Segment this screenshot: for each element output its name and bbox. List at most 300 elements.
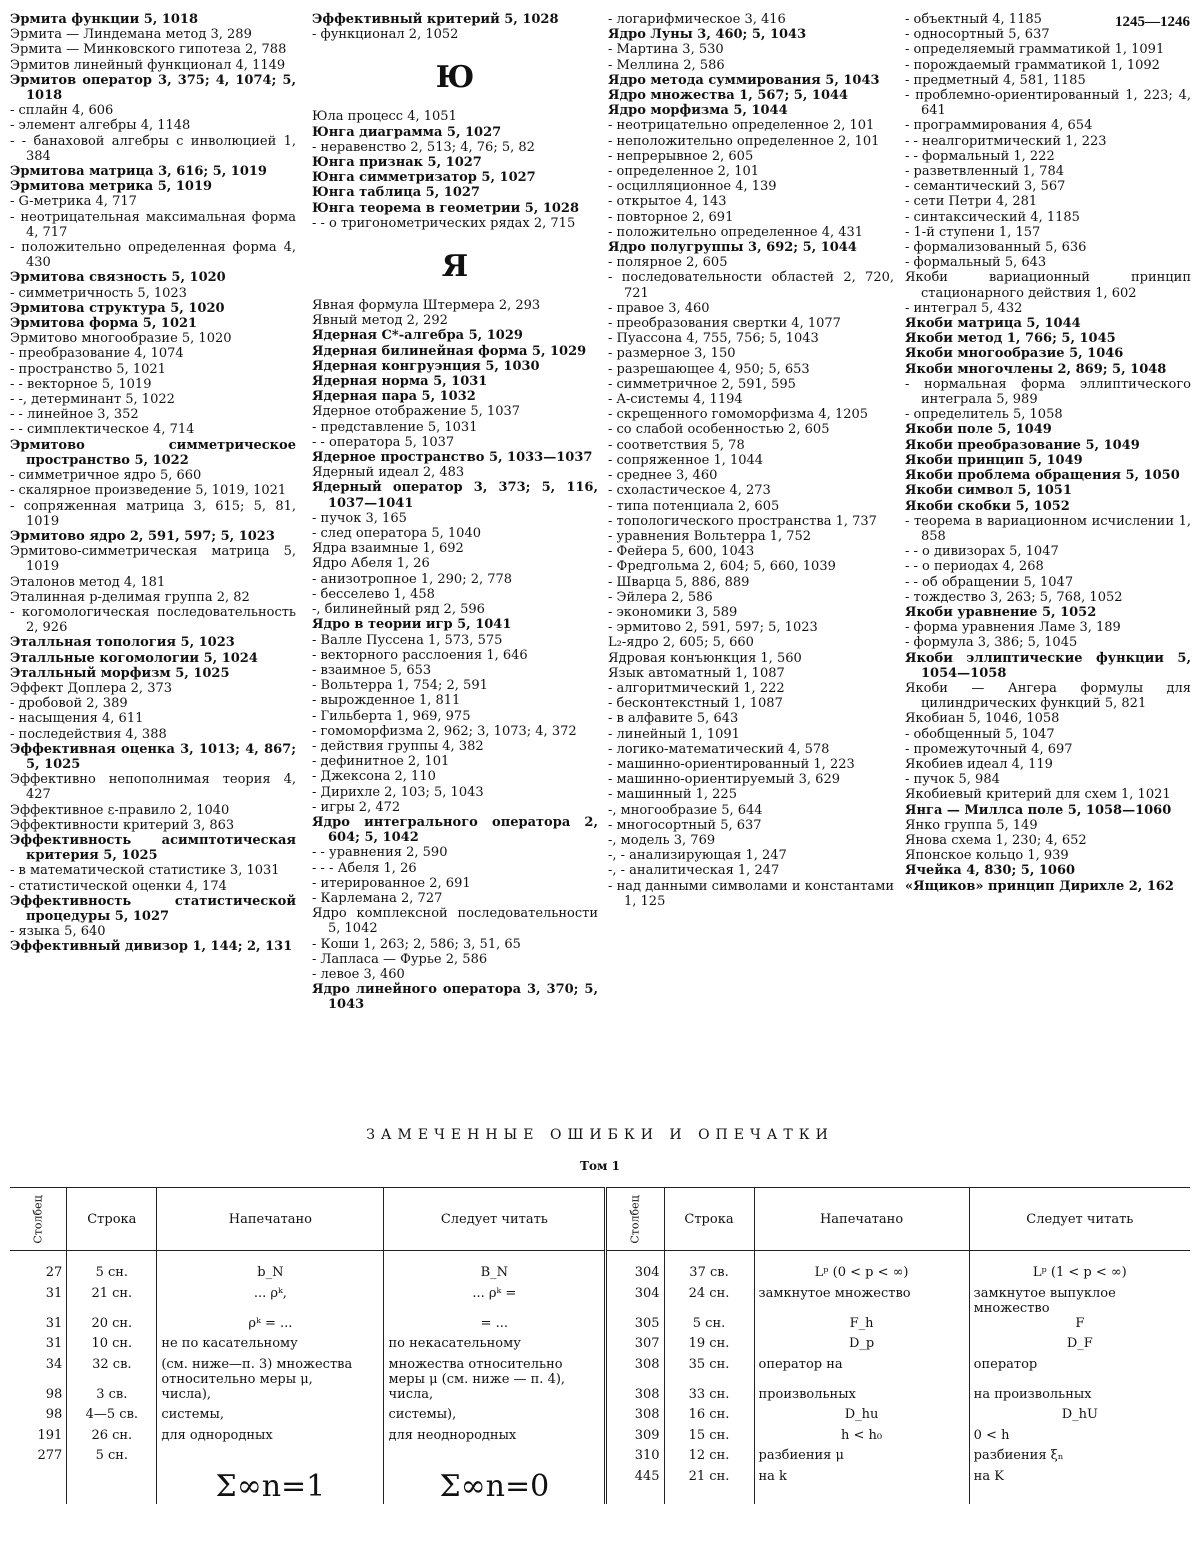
- index-entry: Эрмитова матрица 3, 616; 5, 1019: [10, 164, 267, 180]
- index-entry: - порождаемый грамматикой 1, 1092: [905, 57, 1160, 73]
- errata-cell: D_F: [969, 1336, 1190, 1357]
- index-entry: Янга — Миллса поле 5, 1058—1060: [905, 802, 1172, 818]
- index-entry: - неравенство 2, 513; 4, 76; 5, 82: [312, 139, 535, 155]
- index-entry: - - оператора 5, 1037: [312, 434, 455, 450]
- index-entry: - семантический 3, 567: [905, 179, 1066, 195]
- index-entry: - размерное 3, 150: [608, 346, 736, 362]
- index-entry: - экономики 3, 589: [608, 604, 738, 620]
- index-entry: Ядровая конъюнкция 1, 560: [608, 650, 802, 666]
- errata-cell: системы,: [157, 1407, 384, 1428]
- errata-cell: D_hU: [969, 1407, 1190, 1428]
- index-entry: - Пуассона 4, 755, 756; 5, 1043: [608, 331, 819, 347]
- index-entry: - непрерывное 2, 605: [608, 148, 754, 164]
- index-entry: - сети Петри 4, 281: [905, 194, 1038, 210]
- errata-cell: F_h: [754, 1316, 969, 1337]
- index-entry: Эрмита функции 5, 1018: [10, 12, 199, 27]
- index-entry: - векторного расслоения 1, 646: [312, 647, 528, 663]
- index-entry: Эрмита — Линдемана метод 3, 289: [10, 27, 252, 43]
- errata-cell: для неоднородных: [384, 1428, 606, 1449]
- index-entry: - определенное 2, 101: [608, 164, 760, 180]
- index-entry: - соответствия 5, 78: [608, 437, 745, 453]
- index-entry: - машинно-ориентируемый 3, 629: [608, 772, 840, 788]
- index-entry: Ядерная C*-алгебра 5, 1029: [312, 328, 523, 344]
- index-entry: - Мартина 3, 530: [608, 42, 724, 58]
- errata-cell: h < h₀: [754, 1428, 969, 1449]
- index-entry: Эрмитово-симметрическая матрица 5, 1019: [10, 544, 296, 575]
- index-entry: Якоби уравнение 5, 1052: [905, 604, 1097, 620]
- errata-cell: для однородных: [157, 1428, 384, 1449]
- index-entry: Ядро интегрального оператора 2, 604; 5, 1042: [312, 814, 598, 846]
- index-entry: - пространство 5, 1021: [10, 361, 166, 377]
- index-entry: - взаимное 5, 653: [312, 662, 432, 678]
- index-entry: Эталльные когомологии 5, 1024: [10, 650, 258, 666]
- index-entry: - формальный 5, 643: [905, 255, 1047, 271]
- index-entry: Эффективное ε-правило 2, 1040: [10, 802, 230, 818]
- index-entry: - логарифмическое 3, 416: [608, 12, 786, 27]
- errata-cell: 277: [37, 1448, 63, 1463]
- errata-header: Напечатано: [157, 1188, 384, 1251]
- index-entry: - машинно-ориентированный 1, 223: [608, 756, 855, 772]
- index-entry: - типа потенциала 2, 605: [608, 498, 780, 514]
- index-entry: Эрмитова форма 5, 1021: [10, 316, 198, 332]
- errata-cell: 21 сн.: [664, 1469, 754, 1504]
- errata-cell: 32 св.: [67, 1357, 157, 1387]
- index-entry: Ядро метода суммирования 5, 1043: [608, 72, 880, 88]
- section-letter: Я: [441, 249, 469, 285]
- index-entry: - предметный 4, 581, 1185: [905, 72, 1086, 88]
- errata-cell: Lᵖ (1 < p < ∞): [969, 1251, 1190, 1286]
- index-entry: -, билинейный ряд 2, 596: [312, 602, 485, 618]
- errata-cell: b_N: [157, 1251, 384, 1286]
- index-entry: - когомологическая последовательность 2, 926: [10, 604, 296, 636]
- index-entry: - - о тригонометрических рядах 2, 715: [312, 215, 576, 231]
- errata-row: [10, 1286, 1190, 1316]
- index-entry: - проблемно-ориентированный 1, 223; 4, 641: [905, 88, 1191, 119]
- index-entry: - открытое 4, 143: [608, 194, 727, 210]
- index-entry: - повторное 2, 691: [608, 209, 734, 225]
- errata-header: Столбец: [10, 1188, 67, 1251]
- errata-cell: разбиения ξₙ: [969, 1448, 1190, 1469]
- index-entry: Ядро Абеля 1, 26: [312, 556, 430, 572]
- index-entry: Якобиевый критерий для схем 1, 1021: [905, 787, 1171, 803]
- errata-cell: на K: [969, 1469, 1190, 1504]
- errata-cell: 15 сн.: [664, 1428, 754, 1449]
- index-entry: Эффект Доплера 2, 373: [10, 680, 173, 696]
- index-entry: Юнга таблица 5, 1027: [312, 185, 480, 201]
- errata-cell: D_hu: [754, 1407, 969, 1428]
- errata-cell: 305: [606, 1316, 664, 1337]
- errata-cell: по некасательному: [384, 1336, 606, 1357]
- index-entry: - след оператора 5, 1040: [312, 526, 481, 542]
- index-entry: Ядерная норма 5, 1031: [312, 374, 488, 390]
- index-entry: Эрмитово ядро 2, 591, 597; 5, 1023: [10, 528, 275, 544]
- errata-cell: 5 сн.: [67, 1448, 157, 1469]
- errata-cell: F: [969, 1316, 1190, 1337]
- index-entry: - симметричное ядро 5, 660: [10, 468, 202, 484]
- errata-header: Следует читать: [969, 1188, 1190, 1251]
- index-entry: Ядро множества 1, 567; 5, 1044: [608, 88, 849, 104]
- errata-cell: [67, 1469, 157, 1504]
- index-entry: Эрмитово многообразие 5, 1020: [10, 331, 232, 347]
- index-entry: - Гильберта 1, 969, 975: [312, 708, 471, 724]
- index-entry: - - уравнения 2, 590: [312, 845, 448, 861]
- index-entry: - полярное 2, 605: [608, 255, 728, 271]
- index-entry: - - линейное 3, 352: [10, 407, 139, 423]
- index-entry: Ядерное отображение 5, 1037: [312, 404, 521, 420]
- errata-title: ЗАМЕЧЕННЫЕ ОШИБКИ И ОПЕЧАТКИ: [366, 1127, 834, 1143]
- index-entry: Ядро комплексной последовательности 5, 1042: [312, 906, 598, 937]
- errata-cell: 27: [45, 1265, 63, 1280]
- errata-cell: 308: [606, 1407, 664, 1428]
- index-entry: - среднее 3, 460: [608, 468, 718, 484]
- index-entry: Якоби многочлены 2, 869; 5, 1048: [905, 361, 1167, 377]
- errata-cell: 10 сн.: [67, 1336, 157, 1357]
- index-entry: - Вольтерра 1, 754; 2, 591: [312, 678, 488, 694]
- index-entry: - преобразования свертки 4, 1077: [608, 316, 841, 332]
- index-entry: - схоластическое 4, 273: [608, 483, 771, 499]
- index-entry: Эталльная топология 5, 1023: [10, 635, 235, 651]
- errata-cell: 31: [45, 1315, 63, 1331]
- errata-header: Строка: [664, 1188, 754, 1251]
- errata-row: [10, 1469, 1190, 1504]
- index-entry: Якоби принцип 5, 1049: [905, 452, 1083, 468]
- page-number: 1245—1246: [1115, 14, 1190, 30]
- index-entry: - Дирихле 2, 103; 5, 1043: [312, 784, 484, 800]
- index-entry: - промежуточный 4, 697: [905, 741, 1073, 757]
- index-entry: Юнга симметризатор 5, 1027: [312, 170, 536, 186]
- index-entry: Эрмитова метрика 5, 1019: [10, 179, 213, 195]
- index-entry: - обобщенный 5, 1047: [905, 726, 1055, 742]
- index-entry: - - формальный 1, 222: [905, 148, 1055, 164]
- index-entry: - Валле Пуссена 1, 573, 575: [312, 632, 503, 648]
- index-entry: - алгоритмический 1, 222: [608, 680, 785, 696]
- index-entry: - - о дивизорах 5, 1047: [905, 544, 1059, 560]
- index-entry: Юнга теорема в геометрии 5, 1028: [312, 200, 580, 216]
- index-entry: - - о периодах 4, 268: [905, 559, 1044, 575]
- index-entry: Эталльный морфизм 5, 1025: [10, 665, 230, 681]
- index-entry: - неотрицательно определенное 2, 101: [608, 118, 875, 134]
- errata-cell: 0 < h: [969, 1428, 1190, 1449]
- index-entry: Эффективный критерий 5, 1028: [312, 12, 559, 27]
- errata-volume: Том 1: [580, 1159, 620, 1173]
- errata-cell: 4—5 св.: [67, 1407, 157, 1428]
- errata-cell: 98: [45, 1386, 63, 1402]
- index-entry: - односортный 5, 637: [905, 27, 1050, 43]
- errata-cell: 34: [45, 1356, 63, 1372]
- errata-header: Напечатано: [754, 1188, 969, 1251]
- errata-header: Строка: [67, 1188, 157, 1251]
- index-entry: - итерированное 2, 691: [312, 875, 471, 891]
- index-entry: - форма уравнения Ламе 3, 189: [905, 620, 1121, 636]
- index-entry: - формула 3, 386; 5, 1045: [905, 635, 1078, 651]
- index-entry: - пучок 3, 165: [312, 510, 407, 526]
- index-entry: - Карлемана 2, 727: [312, 890, 443, 906]
- index-entry: - симметричное 2, 591, 595: [608, 376, 796, 392]
- errata-cell: оператор на: [754, 1357, 969, 1387]
- errata-cell: системы),: [384, 1407, 606, 1428]
- index-entry: Ядерная билинейная форма 5, 1029: [312, 343, 587, 359]
- index-entry: - бесселево 1, 458: [312, 586, 435, 602]
- index-entry: Эрмита — Минковского гипотеза 2, 788: [10, 42, 287, 58]
- index-entry: Ядро полугруппы 3, 692; 5, 1044: [608, 240, 857, 256]
- index-entry: Якоби метод 1, 766; 5, 1045: [905, 331, 1116, 347]
- errata-row: [10, 1387, 1190, 1408]
- errata-cell: произвольных: [754, 1387, 969, 1408]
- section-letter: Ю: [435, 60, 475, 96]
- index-entry: - левое 3, 460: [312, 966, 405, 982]
- index-entry: -, многообразие 5, 644: [608, 802, 763, 818]
- index-entry: Якоби скобки 5, 1052: [905, 498, 1070, 514]
- index-entry: - над данными символами и константами 1, 125: [608, 878, 894, 909]
- errata-row: [10, 1428, 1190, 1449]
- index-entry: Якоби эллиптические функции 5, 1054—1058: [905, 650, 1191, 681]
- errata-cell: 33 сн.: [664, 1387, 754, 1408]
- index-entry: Ядро морфизма 5, 1044: [608, 103, 788, 119]
- errata-cell: 26 сн.: [67, 1428, 157, 1449]
- index-entry: - бесконтекстный 1, 1087: [608, 696, 783, 712]
- errata-cell: множества относительно меры μ (см. ниже — п. 4),: [384, 1357, 606, 1387]
- errata-cell: 31: [45, 1336, 63, 1351]
- index-entry: Ядерный оператор 3, 373; 5, 116, 1037—1041: [312, 480, 598, 511]
- index-entry: - Джексона 2, 110: [312, 769, 436, 785]
- index-entry: Эталинная p-делимая группа 2, 82: [10, 589, 250, 605]
- index-entry: - разрешающее 4, 950; 5, 653: [608, 361, 810, 377]
- index-entry: Якоби преобразование 5, 1049: [905, 437, 1140, 453]
- index-entry: - синтаксический 4, 1185: [905, 209, 1080, 225]
- index-entry: - последовательности областей 2, 720, 721: [608, 270, 894, 301]
- errata-cell: Σ∞n=1: [157, 1469, 384, 1504]
- index-entry: Ядра взаимные 1, 692: [312, 541, 464, 557]
- index-entry: - интеграл 5, 432: [905, 300, 1023, 316]
- errata-cell: не по касательному: [157, 1336, 384, 1357]
- index-entry: - правое 3, 460: [608, 300, 710, 316]
- index-entry: - Шварца 5, 886, 889: [608, 574, 750, 590]
- index-entry: - разветвленный 1, 784: [905, 164, 1064, 180]
- index-entry: Эффективно непополнимая теория 4, 427: [10, 772, 296, 803]
- index-entry: - формализованный 5, 636: [905, 240, 1087, 256]
- index-entry: - машинный 1, 225: [608, 787, 737, 803]
- index-entry: Юнга диаграмма 5, 1027: [312, 124, 502, 140]
- index-entry: Якоби вариационный принцип стационарного действия 1, 602: [905, 270, 1191, 301]
- index-entry: Явная формула Штермера 2, 293: [312, 298, 541, 314]
- index-entry: Якоби проблема обращения 5, 1050: [905, 468, 1180, 484]
- errata-cell: 21 сн.: [67, 1286, 157, 1316]
- index-entry: - пучок 5, 984: [905, 772, 1000, 788]
- index-entry: - положительно определенная форма 4, 430: [10, 240, 296, 271]
- errata-cell: 309: [606, 1428, 664, 1449]
- index-entry: - - об обращении 5, 1047: [905, 574, 1074, 590]
- index-entry: - линейный 1, 1091: [608, 726, 740, 742]
- errata-cell: оператор: [969, 1357, 1190, 1387]
- index-entry: - сопряженная матрица 3, 615; 5, 81, 1019: [10, 498, 296, 529]
- index-entry: Якобиев идеал 4, 119: [905, 756, 1053, 772]
- index-entry: Эталонов метод 4, 181: [10, 574, 166, 590]
- errata-cell: D_p: [754, 1336, 969, 1357]
- index-entry: Язык автоматный 1, 1087: [608, 665, 785, 681]
- index-entry: Якоби многообразие 5, 1046: [905, 346, 1124, 362]
- index-entry: - определитель 5, 1058: [905, 407, 1063, 423]
- errata-cell: Σ∞n=0: [384, 1469, 606, 1504]
- index-entry: Якоби — Ангера формулы для цилиндрических функций 5, 821: [905, 680, 1191, 712]
- index-entry: Якоби символ 5, 1051: [905, 483, 1072, 499]
- errata-cell: (см. ниже—п. 3) множества относительно меры μ,: [157, 1357, 384, 1387]
- errata-cell: замкнутое множество: [754, 1286, 969, 1316]
- errata-cell: 3 св.: [67, 1387, 157, 1408]
- errata-cell: 5 сн.: [664, 1316, 754, 1337]
- index-entry: - Лапласа — Фурье 2, 586: [312, 951, 488, 967]
- index-entry: Ядерная конгруэнция 5, 1030: [312, 358, 540, 374]
- index-entry: Ядро в теории игр 5, 1041: [312, 617, 512, 633]
- index-entry: Эрмитова связность 5, 1020: [10, 270, 226, 286]
- index-entry: Явный метод 2, 292: [312, 313, 448, 329]
- index-column-2: [312, 12, 598, 1013]
- index-entry: Ядерное пространство 5, 1033—1037: [312, 450, 593, 466]
- errata-cell: 191: [37, 1427, 63, 1443]
- errata-row: [10, 1357, 1190, 1387]
- index-entry: - программирования 4, 654: [905, 118, 1093, 134]
- index-entry: - скрещенного гомоморфизма 4, 1205: [608, 407, 869, 423]
- index-entry: - Фейера 5, 600, 1043: [608, 544, 755, 560]
- index-entry: Якоби матрица 5, 1044: [905, 316, 1081, 332]
- index-entry: «Ящиков» принцип Дирихле 2, 162: [905, 878, 1174, 894]
- index-entry: Якобиан 5, 1046, 1058: [905, 711, 1060, 727]
- errata-cell: Lᵖ (0 < p < ∞): [754, 1251, 969, 1286]
- index-entry: - симметричность 5, 1023: [10, 285, 187, 301]
- index-column-3: [608, 12, 894, 909]
- errata-cell: [384, 1448, 606, 1469]
- errata-cell: ... ρᵏ,: [157, 1286, 384, 1316]
- errata-cell: 310: [606, 1448, 664, 1469]
- errata-cell: замкнутое выпуклое множество: [969, 1286, 1190, 1316]
- errata-cell: 31: [45, 1285, 63, 1301]
- index-entry: - уравнения Вольтерра 1, 752: [608, 528, 812, 544]
- index-entry: Янова схема 1, 230; 4, 652: [905, 832, 1087, 848]
- index-entry: - тождество 3, 263; 5, 768, 1052: [905, 589, 1123, 605]
- index-entry: Ядерная пара 5, 1032: [312, 389, 476, 405]
- index-entry: - дефинитное 2, 101: [312, 754, 450, 770]
- errata-cell: 12 сн.: [664, 1448, 754, 1469]
- index-entry: - скалярное произведение 5, 1019, 1021: [10, 483, 287, 499]
- index-entry: - многосортный 5, 637: [608, 817, 762, 833]
- index-entry: Ядро Луны 3, 460; 5, 1043: [608, 27, 807, 43]
- index-entry: - сплайн 4, 606: [10, 103, 114, 119]
- index-entry: - A-системы 4, 1194: [608, 392, 743, 408]
- errata-header: Столбец: [606, 1188, 664, 1251]
- index-entry: Ячейка 4, 830; 5, 1060: [905, 863, 1076, 879]
- index-entry: -, модель 3, 769: [608, 832, 716, 848]
- index-entry: - языка 5, 640: [10, 924, 106, 940]
- errata-cell: [157, 1448, 384, 1469]
- errata-row: [10, 1448, 1190, 1469]
- errata-cell: 35 сн.: [664, 1357, 754, 1387]
- index-entry: - преобразование 4, 1074: [10, 346, 184, 362]
- index-entry: - неположительно определенное 2, 101: [608, 133, 880, 149]
- index-column-1: [10, 12, 296, 955]
- index-entry: - действия группы 4, 382: [312, 738, 484, 754]
- index-entry: Эффективная оценка 3, 1013; 4, 867; 5, 1025: [10, 741, 296, 772]
- index-entry: - игры 2, 472: [312, 799, 401, 815]
- index-entry: - элемент алгебры 4, 1148: [10, 118, 191, 134]
- index-entry: Янко группа 5, 149: [905, 817, 1038, 833]
- errata-row: [10, 1407, 1190, 1428]
- index-entry: - в алфавите 5, 643: [608, 711, 739, 727]
- index-entry: - топологического пространства 1, 737: [608, 513, 877, 529]
- errata-cell: = ...: [384, 1316, 606, 1337]
- errata-cell: на произвольных: [969, 1387, 1190, 1408]
- index-entry: - последействия 4, 388: [10, 726, 167, 742]
- errata-cell: 20 сн.: [67, 1316, 157, 1337]
- index-entry: - - - Абеля 1, 26: [312, 860, 417, 876]
- errata-header: Следует читать: [384, 1188, 606, 1251]
- index-entry: Ядерный идеал 2, 483: [312, 465, 465, 481]
- index-entry: - статистической оценки 4, 174: [10, 878, 227, 894]
- index-entry: Эрмитов линейный функционал 4, 1149: [10, 57, 286, 73]
- index-entry: - Эйлера 2, 586: [608, 589, 713, 605]
- index-entry: - дробовой 2, 389: [10, 696, 128, 712]
- index-entry: Эффективность асимптотическая критерия 5, 1025: [10, 832, 296, 864]
- index-entry: - - векторное 5, 1019: [10, 376, 152, 392]
- index-entry: - функционал 2, 1052: [312, 27, 459, 43]
- index-entry: - неотрицательная максимальная форма 4, 717: [10, 209, 296, 240]
- errata-cell: ρᵏ = ...: [157, 1316, 384, 1337]
- index-entry: Эрмитова структура 5, 1020: [10, 300, 225, 316]
- errata-cell: разбиения μ: [754, 1448, 969, 1469]
- index-entry: Эффективность статистической процедуры 5, 1027: [10, 893, 296, 924]
- errata-cell: числа,: [384, 1387, 606, 1408]
- index-entry: - -, детерминант 5, 1022: [10, 392, 175, 408]
- index-entry: - гомоморфизма 2, 962; 3, 1073; 4, 372: [312, 723, 577, 739]
- index-entry: - в математической статистике 3, 1031: [10, 863, 280, 879]
- errata-row: [10, 1251, 1190, 1286]
- errata-cell: 98: [45, 1407, 63, 1422]
- index-entry: - Коши 1, 263; 2, 586; 3, 51, 65: [312, 936, 521, 952]
- index-entry: - осцилляционное 4, 139: [608, 179, 777, 195]
- errata-cell: 24 сн.: [664, 1286, 754, 1316]
- errata-cell: числа),: [157, 1387, 384, 1408]
- index-entry: - анизотропное 1, 290; 2, 778: [312, 571, 513, 587]
- index-entry: Ядро линейного оператора 3, 370; 5, 1043: [312, 982, 598, 1013]
- index-entry: - определяемый грамматикой 1, 1091: [905, 42, 1165, 58]
- index-entry: Японское кольцо 1, 939: [905, 848, 1069, 864]
- errata-cell: 16 сн.: [664, 1407, 754, 1428]
- errata-cell: 19 сн.: [664, 1336, 754, 1357]
- index-entry: - G-метрика 4, 717: [10, 194, 137, 210]
- index-entry: - представление 5, 1031: [312, 419, 478, 435]
- index-entry: Якоби поле 5, 1049: [905, 422, 1052, 438]
- index-entry: - теорема в вариационном исчислении 1, 858: [905, 513, 1191, 544]
- index-entry: - 1-й ступени 1, 157: [905, 224, 1041, 240]
- errata-cell: 308: [606, 1387, 664, 1408]
- errata-cell: ... ρᵏ =: [384, 1286, 606, 1316]
- index-entry: Эрмитово симметрическое пространство 5, 1022: [10, 437, 296, 468]
- index-entry: - сопряженное 1, 1044: [608, 452, 764, 468]
- index-entry: - - банаховой алгебры с инволюцией 1, 384: [10, 133, 296, 164]
- index-column-4: [905, 12, 1191, 894]
- errata-cell: 37 св.: [664, 1251, 754, 1286]
- index-entry: Эффективности критерий 3, 863: [10, 817, 235, 833]
- errata-cell: 308: [606, 1357, 664, 1387]
- index-entry: - вырожденное 1, 811: [312, 693, 461, 709]
- errata-cell: 304: [606, 1251, 664, 1286]
- errata-cell: на k: [754, 1469, 969, 1504]
- errata-cell: 307: [606, 1336, 664, 1357]
- index-entry: Эффективный дивизор 1, 144; 2, 131: [10, 939, 293, 955]
- index-entry: - объектный 4, 1185: [905, 12, 1042, 27]
- errata-table: [10, 1187, 1190, 1504]
- errata-cell: 445: [606, 1469, 664, 1504]
- index-entry: Эрмитов оператор 3, 375; 4, 1074; 5, 1018: [10, 72, 296, 104]
- index-entry: -, - аналитическая 1, 247: [608, 863, 780, 879]
